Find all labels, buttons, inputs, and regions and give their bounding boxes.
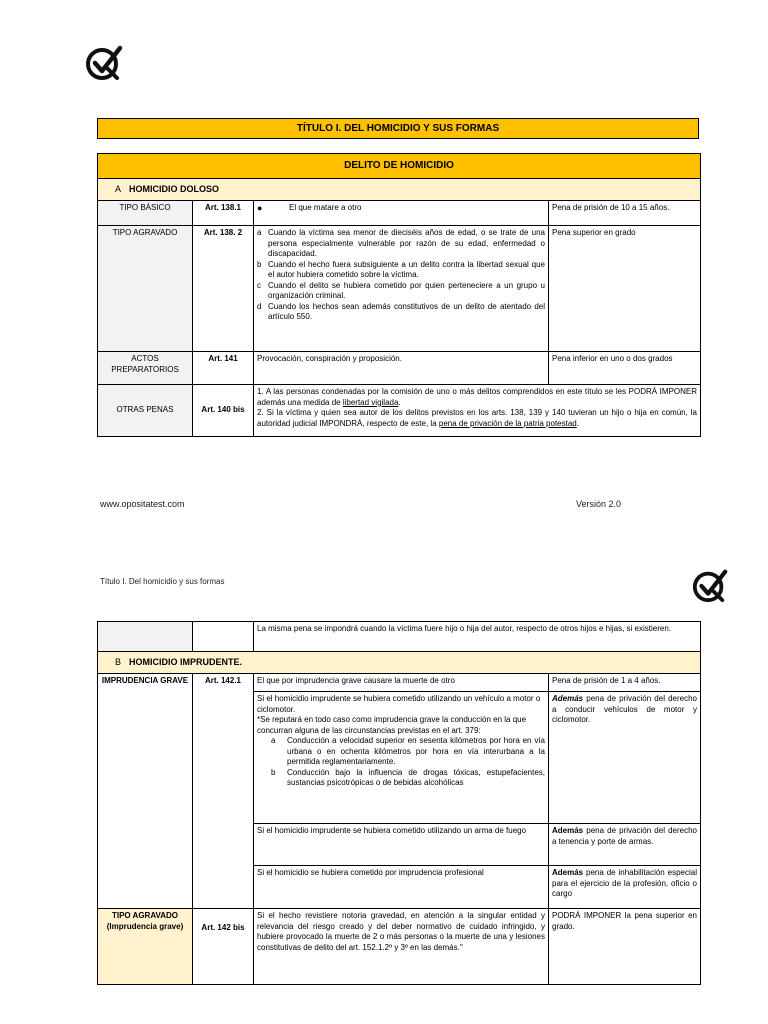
- table-row: [98, 352, 701, 385]
- row-type: TIPO AGRAVADO (Imprudencia grave): [98, 909, 193, 985]
- table-row: [98, 674, 701, 692]
- table-row: [98, 385, 701, 437]
- row-type: OTRAS PENAS: [98, 385, 193, 437]
- row-description: Si el hecho revistiere notoria gravedad, en atención a la singular entidad y relevancia del riesgo creado y del deber normativo de cuidado infringido, y hubiere provocado la muerte de 2 o más personas o la muerte de una y lesiones constitutivas de delito del art. 152.1.2º y 3º en las demás.": [254, 909, 549, 985]
- table-row: [98, 226, 701, 352]
- footer-version: Versión 2.0: [576, 499, 622, 509]
- row-type: TIPO AGRAVADO: [98, 226, 193, 352]
- row-penalty: Pena superior en grado: [549, 226, 701, 352]
- row-article: Art. 138.1: [193, 201, 254, 226]
- row-description: Si el homicidio imprudente se hubiera cometido utilizando un vehículo a motor o ciclomotor. *Se reputará en todo caso como imprudencia grave la conducción en la que concurran alguna de las circunstancias previstas en el art. 379: a Conducción a velocidad superior en sesenta kilómetros por hora en vía urbana o en ochenta kilómetros por hora en vía interurbana a la permitida reglamentariamente. b Conducción bajo la influencia de drogas tóxicas, estupefacientes, sustancias psicotrópicas o de bebidas alcohólicas: [254, 692, 549, 824]
- section-title: DELITO DE HOMICIDIO: [98, 154, 701, 179]
- bullet-icon: ●: [257, 203, 263, 213]
- row-description: Si el homicidio se hubiera cometido por imprudencia profesional: [254, 866, 549, 909]
- logo-check-icon: [691, 566, 729, 604]
- section-label: HOMICIDIO IMPRUDENTE.: [129, 656, 243, 667]
- continued-text: La misma pena se impondrá cuando la víctima fuere hijo o hija del autor, respecto de otros hijos e hijas, si existieren.: [254, 622, 701, 652]
- row-description: 1. A las personas condenadas por la comisión de uno o más delitos comprendidos en este título se les PODRÁ IMPONER además una medida de libertad vigilada. 2. Si la víctima y quien sea autor de los delitos previstos en los arts. 138, 139 y 140 tuvieran un hijo o hija en común, la autoridad judicial IMPONDRÁ, respecto de este, la pena de privación de la patria potestad.: [254, 385, 701, 437]
- row-article: Art. 142 bis: [193, 909, 254, 985]
- row-penalty: Pena de prisión de 1 a 4 años.: [549, 674, 701, 692]
- section-b-header: [98, 652, 701, 674]
- row-description: El que por imprudencia grave causare la muerte de otro: [254, 674, 549, 692]
- row-description: ● El que matare a otro: [254, 201, 549, 226]
- homicidio-doloso-table: [97, 153, 701, 437]
- row-article: Art. 138. 2: [193, 226, 254, 352]
- row-article: Art. 141: [193, 352, 254, 385]
- row-penalty: Además pena de inhabilitación especial para el ejercicio de la profesión, oficio o cargo: [549, 866, 701, 909]
- section-letter: B: [115, 656, 122, 667]
- row-article: Art. 140 bis: [193, 385, 254, 437]
- row-penalty: Además pena de privación del derecho a tenencia y porte de armas.: [549, 824, 701, 866]
- row-penalty: Pena de prisión de 10 a 15 años.: [549, 201, 701, 226]
- table-row: [98, 909, 701, 985]
- row-penalty: Pena inferior en uno o dos grados: [549, 352, 701, 385]
- row-description: a Cuando la víctima sea menor de dieciséis años de edad, o se trate de una persona especialmente vulnerable por razón de su edad, enfermedad o discapacidad. b Cuando el hecho fuera subsiguiente a un delito contra la libertad sexual que el autor hubiera cometido sobre la víctima. c Cuando el delito se hubiera cometido por quien perteneciere a un grupo u organización criminal. d Cuando los hechos sean además constitutivos de un delito de atentado del artículo 550.: [254, 226, 549, 352]
- row-description: Si el homicidio imprudente se hubiera cometido utilizando un arma de fuego: [254, 824, 549, 866]
- row-type: IMPRUDENCIA GRAVE: [98, 674, 193, 909]
- running-head: Título I. Del homicidio y sus formas: [100, 577, 225, 586]
- row-type: TIPO BÁSICO: [98, 201, 193, 226]
- row-penalty: Además pena de privación del derecho a conducir vehículos de motor y ciclomotor.: [549, 692, 701, 824]
- footer-website: www.opositatest.com: [100, 499, 185, 509]
- section-a-header: [98, 179, 701, 201]
- section-label: HOMICIDIO DOLOSO: [129, 183, 220, 194]
- homicidio-imprudente-table: [97, 621, 701, 985]
- row-penalty: PODRÁ IMPONER la pena superior en grado.: [549, 909, 701, 985]
- logo-check-icon: [84, 42, 124, 82]
- table-row: [98, 622, 701, 652]
- document-title: TÍTULO I. DEL HOMICIDIO Y SUS FORMAS: [97, 118, 699, 139]
- table-row: [98, 201, 701, 226]
- row-type: ACTOS PREPARATORIOS: [98, 352, 193, 385]
- row-description: Provocación, conspiración y proposición.: [254, 352, 549, 385]
- section-letter: A: [115, 183, 122, 194]
- row-article: Art. 142.1: [193, 674, 254, 909]
